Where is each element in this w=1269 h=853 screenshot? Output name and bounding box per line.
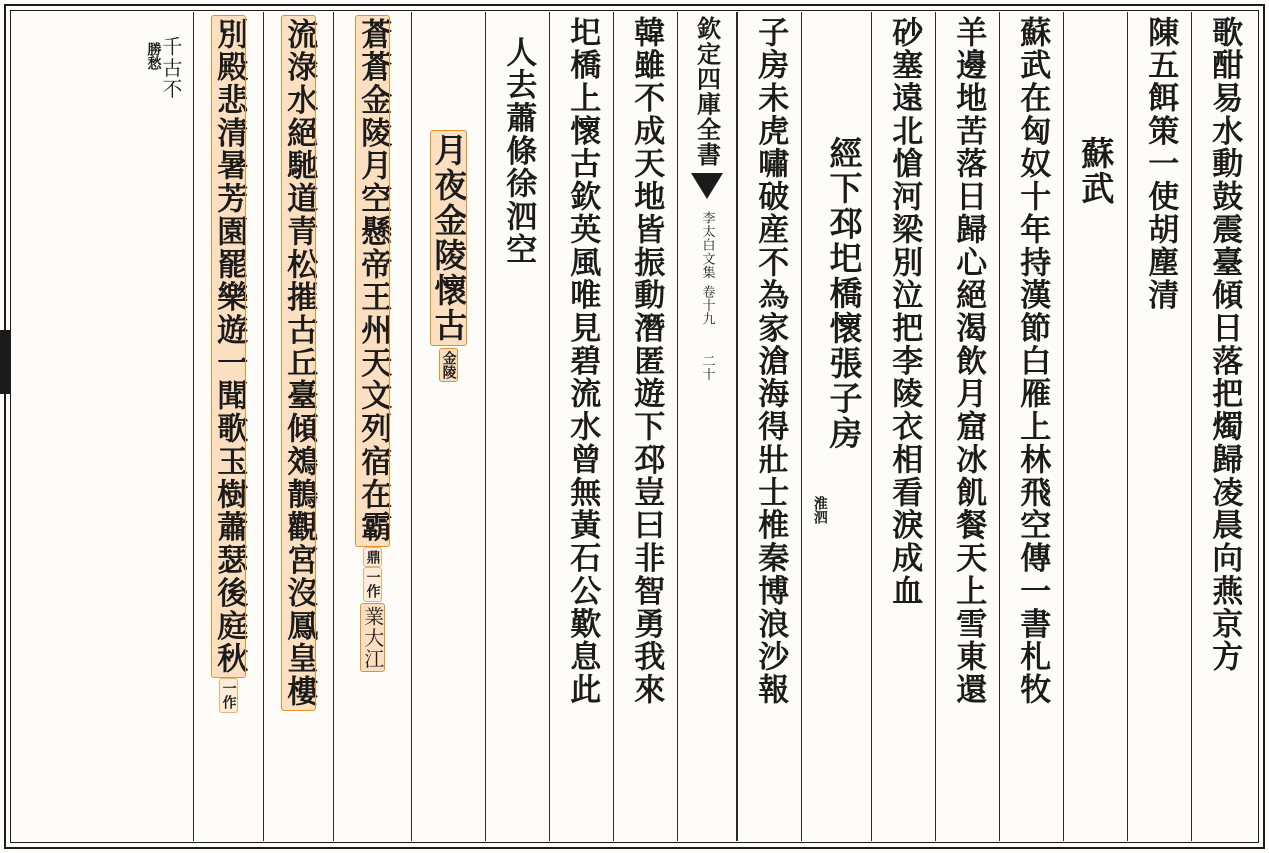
poem-title-suwu: 蘇武 [1076, 136, 1116, 206]
column-text: 砂塞遠北愴河梁別泣把李陵衣相看淚成血 [886, 16, 923, 608]
text-column-10 [549, 12, 613, 841]
column-text: 子房未虎嘯破産不為家滄海得壯士椎秦博浪沙報 [752, 16, 789, 707]
text-columns [14, 12, 1255, 841]
text-column-8 [737, 12, 801, 841]
collection-title: 欽定四庫全書 [692, 16, 722, 168]
column-text: 人去蕭條徐泗空 [500, 36, 537, 267]
text-column-4 [999, 12, 1063, 841]
column-note-highlighted[interactable]: 金陵 [440, 350, 457, 380]
column-text-highlighted[interactable]: 別殿悲清暑芳園罷樂遊一聞歌玉樹蕭瑟後庭秋 [211, 18, 248, 676]
text-column-12-heading [411, 12, 485, 841]
column-text: 歌酣易水動鼓震臺傾日落把燭歸凌晨向燕京方 [1206, 16, 1243, 674]
page-gutter-banxin [677, 12, 737, 841]
column-text: 陳五餌策一使胡塵清 [1142, 16, 1179, 312]
column-text-highlighted[interactable]: 流淥水絕馳道青松摧古丘臺傾鵁鶄觀宮沒鳳皇樓 [281, 18, 318, 709]
column-note: 淮泗 [811, 496, 828, 525]
text-column-13 [333, 12, 411, 841]
text-column-16 [133, 12, 193, 841]
column-text: 蘇武在匈奴十年持漢節白雁上林飛空傳一書札牧 [1014, 16, 1051, 707]
text-column-9 [613, 12, 677, 841]
column-text: 圯橋上懷古欽英風唯見碧流水曾無黃石公歎息此 [564, 16, 601, 707]
juan-number: 卷十九 [699, 285, 715, 327]
variant-mark-1[interactable]: 鼎 [364, 549, 381, 565]
column-text: 韓雖不成天地皆振動潛匿遊下邳豈曰非智勇我來 [628, 16, 665, 707]
text-column-7-heading [801, 12, 871, 841]
text-column-2 [1127, 12, 1191, 841]
page-number: 二十 [699, 354, 715, 382]
column-text: 羊邊地苦落日歸心絕渴飲月窟冰飢餐天上雪東還 [950, 16, 987, 707]
column-subtext: 勝愁 [145, 42, 162, 71]
text-column-3-heading [1063, 12, 1127, 841]
fishtail-mark [691, 173, 723, 199]
text-column-15 [193, 12, 263, 841]
work-title: 李太白文集 [699, 211, 715, 280]
poem-title-jinling-highlighted[interactable]: 月夜金陵懷古 [429, 133, 469, 343]
text-column-6 [871, 12, 935, 841]
text-column-5 [935, 12, 999, 841]
text-column-11 [485, 12, 549, 841]
column-text: 千古不 [158, 36, 183, 100]
text-column-14 [263, 12, 333, 841]
column-note-highlighted[interactable]: 一作 [220, 681, 237, 710]
binding-mark [0, 330, 10, 394]
poem-title-xiapi: 經下邳圯橋懷張子房 [824, 136, 864, 451]
column-text-highlighted[interactable]: 蒼蒼金陵月空懸帝王州天文列宿在霸 [355, 18, 392, 544]
text-column-1 [1191, 12, 1255, 841]
variant-mark-2[interactable]: 一作 [364, 570, 381, 599]
variant-mark-3[interactable]: 業大江 [360, 605, 385, 670]
